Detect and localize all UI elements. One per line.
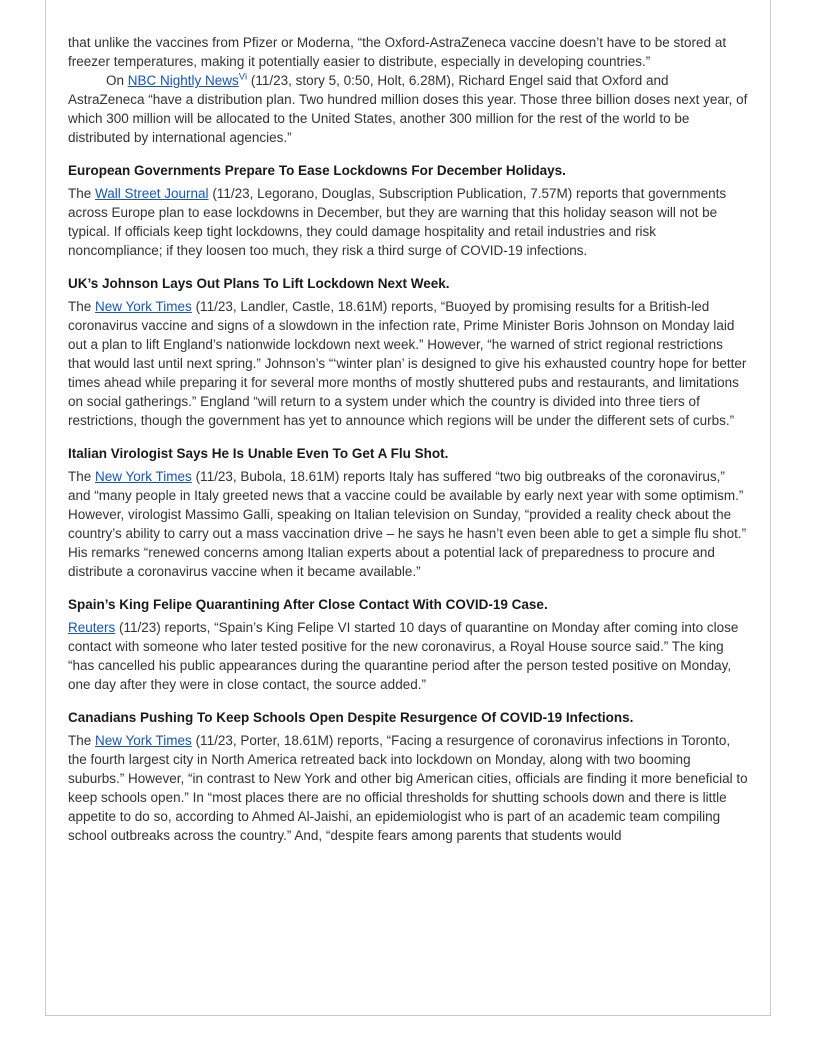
section-heading: Canadians Pushing To Keep Schools Open Despite Resurgence Of COVID-19 Infections.	[68, 710, 634, 725]
video-link-superscript[interactable]: Vi	[238, 71, 248, 83]
paragraph	[68, 184, 748, 260]
section-heading: UK’s Johnson Lays Out Plans To Lift Lockdown Next Week.	[68, 276, 450, 291]
text-run: (11/23, Bubola, 18.61M) reports Italy has suffered “two big outbreaks of the coronavirus,” and “many people in Italy greeted news that a vaccine could be available by early next year with some optimism.” However, virologist Massimo Galli, speaking on Italian television on Sunday, “provided a reality check about the country’s ability to carry out a mass vaccination drive – he says he hasn’t even been able to get a simple flu shot.” His remarks “renewed concerns among Italian experts about a potential lack of preparedness to procure and distribute a coronavirus vaccine when it became available.”	[68, 469, 750, 579]
source-link[interactable]: New York Times	[95, 733, 192, 748]
text-run: On	[106, 73, 128, 88]
text-run: (11/23) reports, “Spain’s King Felipe VI started 10 days of quarantine on Monday after coming into close contact with someone who later tested positive for the new coronavirus, a Royal House source said.” The king “has cancelled his public appearances during the quarantine period after the person tested positive on Monday, one day after they were in close contact, the source added.”	[68, 620, 743, 692]
section-heading: Italian Virologist Says He Is Unable Even To Get A Flu Shot.	[68, 446, 449, 461]
paragraph	[68, 297, 751, 430]
paragraph	[68, 33, 748, 71]
paragraph	[68, 731, 752, 845]
paragraph	[68, 618, 748, 694]
text-run: that unlike the vaccines from Pfizer or Moderna, “the Oxford-AstraZeneca vaccine doesn’t have to be stored at freezer temperatures, making it potentially easier to distribute, especially in developing countries.”	[68, 35, 730, 69]
section-heading: European Governments Prepare To Ease Lockdowns For December Holidays.	[68, 163, 566, 178]
source-link[interactable]: New York Times	[95, 469, 192, 484]
source-link[interactable]: NBC Nightly News	[127, 73, 239, 88]
text-run: The	[68, 186, 96, 201]
text-run: The	[68, 469, 96, 484]
text-run: The	[68, 299, 96, 314]
text-run: The	[68, 733, 96, 748]
text-run: (11/23, story 5, 0:50, Holt, 6.28M), Richard Engel said that Oxford and AstraZeneca “have a distribution plan. Two hundred million doses this year. Those three billion doses next year, of which 300 million will be allocated to the United States, another 300 million for the rest of the world to be distributed by international agencies.”	[68, 73, 752, 145]
source-link[interactable]: New York Times	[95, 299, 192, 314]
source-link[interactable]: Wall Street Journal	[95, 186, 209, 201]
source-link[interactable]: Reuters	[68, 620, 116, 635]
paragraph	[68, 71, 752, 147]
paragraph	[68, 467, 748, 581]
text-run: (11/23, Landler, Castle, 18.61M) reports, “Buoyed by promising results for a British-led coronavirus vaccine and signs of a slowdown in the infection rate, Prime Minister Boris Johnson on Monday laid out a plan to lift England’s nationwide lockdown next week.” However, “he warned of strict regional restrictions that would last until next spring.” Johnson’s “‘winter plan’ is designed to give his exhausted country hope for better times ahead while preparing it for several more months of mostly shuttered pubs and restaurants, and limitations on social gatherings.” England “will return to a system under which the country is divided into three tiers of restrictions, though the government has yet to announce which regions will be under the different sets of curbs.”	[68, 299, 751, 428]
document-content	[45, 0, 771, 1016]
text-run: (11/23, Legorano, Douglas, Subscription Publication, 7.57M) reports that governments across Europe plan to ease lockdowns in December, but they are warning that this holiday season will not be typical. If officials keep tight lockdowns, they could damage hospitality and retail industries and risk noncompliance; if they loosen too much, they risk a third surge of COVID-19 infections.	[68, 186, 730, 258]
text-run: (11/23, Porter, 18.61M) reports, “Facing a resurgence of coronavirus infections in Toronto, the fourth largest city in North America retreated back into lockdown on Monday, along with two booming suburbs.” However, “in contrast to New York and other big American cities, officials are finding it more beneficial to keep schools open.” In “most places there are no official thresholds for shutting schools down and there is little appetite to do so, according to Ahmed Al-Jaishi, an epidemiologist who is part of an academic team compiling school outbreaks across the country.” And, “despite fears among parents that students would	[68, 733, 752, 843]
section-heading: Spain’s King Felipe Quarantining After Close Contact With COVID-19 Case.	[68, 597, 548, 612]
